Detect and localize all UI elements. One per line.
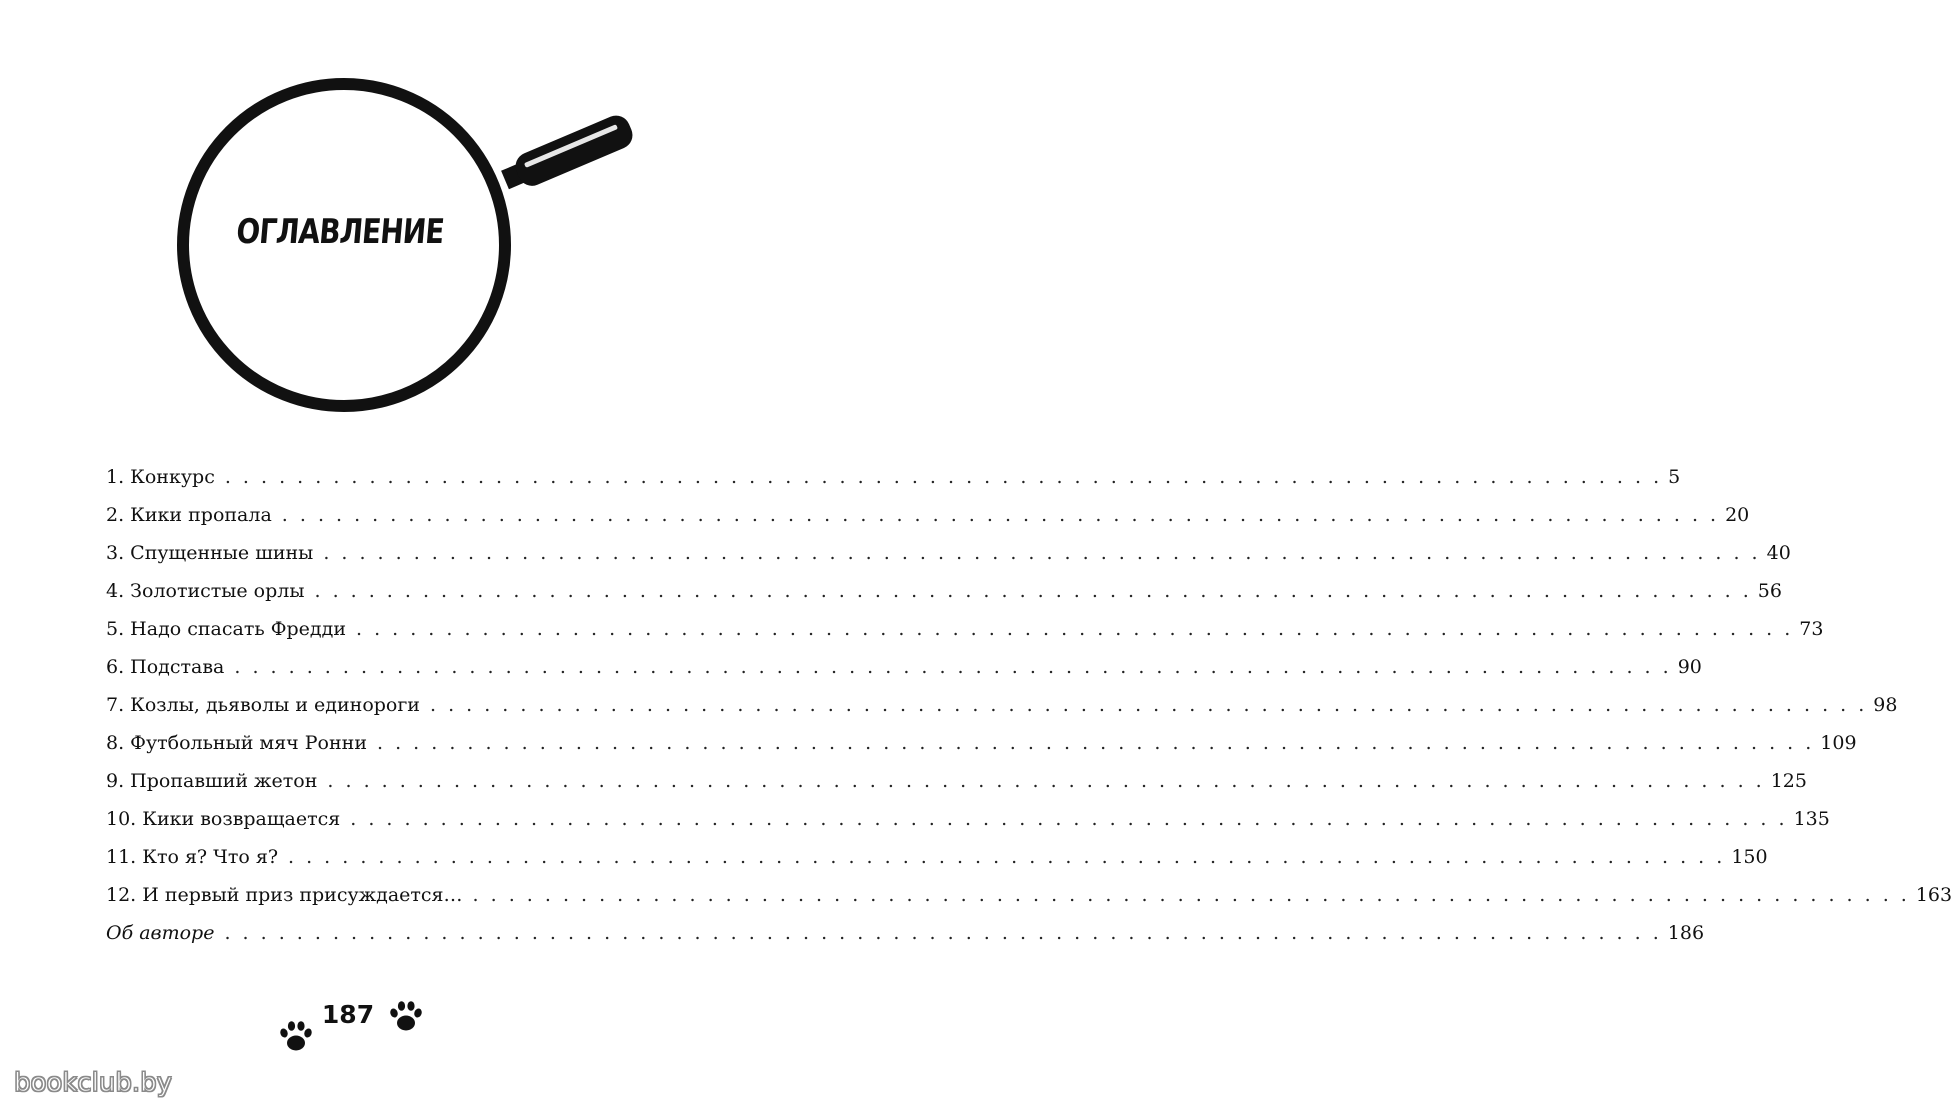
toc-entry-title: 6. Подстава	[106, 656, 225, 678]
toc-entry	[106, 542, 1791, 580]
toc-leader-dots: . . . . . . . . . . . . . . . . . . . . . . . . . . . . . . . . . . . . . . . . . . . . . . . . . . . . . . . . . . . . . . . . . . . . . . . . . . . . . . . .	[234, 656, 1672, 678]
toc-entry	[106, 656, 1702, 694]
toc-entry	[106, 922, 1705, 960]
toc-entry-title: 3. Спущенные шины	[106, 542, 314, 564]
toc-entry-page: 90	[1677, 656, 1702, 678]
toc-entry	[106, 846, 1768, 884]
toc-entry-page: 56	[1757, 580, 1782, 602]
toc-entry	[106, 884, 1952, 922]
toc-entry	[106, 618, 1824, 656]
toc-leader-dots: . . . . . . . . . . . . . . . . . . . . . . . . . . . . . . . . . . . . . . . . . . . . . . . . . . . . . . . . . . . . . . . . . . . . . . . . . . . . . . . .	[429, 694, 1868, 716]
toc-entry-title: 10. Кики возвращается	[106, 808, 341, 830]
toc-entry	[106, 504, 1750, 542]
toc-entry-title: Об авторе	[106, 922, 215, 944]
toc-entry-title: 8. Футбольный мяч Ронни	[106, 732, 367, 754]
toc-leader-dots: . . . . . . . . . . . . . . . . . . . . . . . . . . . . . . . . . . . . . . . . . . . . . . . . . . . . . . . . . . . . . . . . . . . . . . . . . . . . . . . .	[350, 808, 1788, 830]
toc-leader-dots: . . . . . . . . . . . . . . . . . . . . . . . . . . . . . . . . . . . . . . . . . . . . . . . . . . . . . . . . . . . . . . . . . . . . . . . . . . . . . . . .	[224, 922, 1662, 944]
toc-entry-title: 1. Конкурс	[106, 466, 215, 488]
toc-leader-dots: . . . . . . . . . . . . . . . . . . . . . . . . . . . . . . . . . . . . . . . . . . . . . . . . . . . . . . . . . . . . . . . . . . . . . . . . . . . . . . . .	[288, 846, 1726, 868]
toc-entry	[106, 466, 1681, 504]
toc-leader-dots: . . . . . . . . . . . . . . . . . . . . . . . . . . . . . . . . . . . . . . . . . . . . . . . . . . . . . . . . . . . . . . . . . . . . . . . . . . . . . . . .	[355, 618, 1794, 640]
toc-leader-dots: . . . . . . . . . . . . . . . . . . . . . . . . . . . . . . . . . . . . . . . . . . . . . . . . . . . . . . . . . . . . . . . . . . . . . . . . . . . . . . . .	[377, 732, 1815, 754]
toc-leader-dots: . . . . . . . . . . . . . . . . . . . . . . . . . . . . . . . . . . . . . . . . . . . . . . . . . . . . . . . . . . . . . . . . . . . . . . . . . . . . . . . .	[224, 466, 1663, 488]
toc-leader-dots: . . . . . . . . . . . . . . . . . . . . . . . . . . . . . . . . . . . . . . . . . . . . . . . . . . . . . . . . . . . . . . . . . . . . . . . . . . . . . . . .	[323, 542, 1761, 564]
toc-entry-page: 135	[1793, 808, 1830, 830]
toc-entry-title: 11. Кто я? Что я?	[106, 846, 279, 868]
toc-entry-title: 9. Пропавший жетон	[106, 770, 318, 792]
toc-entry-title: 2. Кики пропала	[106, 504, 272, 526]
toc-entry-page: 73	[1799, 618, 1824, 640]
toc-entry	[106, 732, 1857, 770]
page-number: 187	[321, 1000, 375, 1029]
toc-entry-page: 98	[1873, 694, 1898, 716]
toc-entry-title: 5. Надо спасать Фредди	[106, 618, 346, 640]
page-title: ОГЛАВЛЕНИЕ	[234, 212, 446, 252]
toc-entry-title: 4. Золотистые орлы	[106, 580, 305, 602]
toc-entry-page: 5	[1668, 466, 1681, 488]
toc-entry	[106, 770, 1807, 808]
toc-entry	[106, 694, 1898, 732]
toc-entry-page: 20	[1725, 504, 1750, 526]
paw-print-icon	[386, 996, 426, 1036]
toc-leader-dots: . . . . . . . . . . . . . . . . . . . . . . . . . . . . . . . . . . . . . . . . . . . . . . . . . . . . . . . . . . . . . . . . . . . . . . . . . . . . . . . .	[327, 770, 1765, 792]
watermark: bookclub.by	[14, 1068, 173, 1098]
toc-entry-page: 163	[1915, 884, 1952, 906]
toc-entry-page: 150	[1731, 846, 1768, 868]
table-of-contents	[106, 466, 1952, 960]
toc-entry-page: 125	[1770, 770, 1807, 792]
toc-entry-title: 12. И первый приз присуждается…	[106, 884, 463, 906]
toc-entry-page: 186	[1667, 922, 1705, 944]
toc-entry-title: 7. Козлы, дьяволы и единороги	[106, 694, 420, 716]
paw-print-icon	[276, 1016, 316, 1056]
toc-leader-dots: . . . . . . . . . . . . . . . . . . . . . . . . . . . . . . . . . . . . . . . . . . . . . . . . . . . . . . . . . . . . . . . . . . . . . . . . . . . . . . . .	[472, 884, 1910, 906]
toc-entry	[106, 580, 1782, 618]
toc-entry-page: 40	[1766, 542, 1791, 564]
toc-entry	[106, 808, 1830, 846]
toc-leader-dots: . . . . . . . . . . . . . . . . . . . . . . . . . . . . . . . . . . . . . . . . . . . . . . . . . . . . . . . . . . . . . . . . . . . . . . . . . . . . . . . .	[281, 504, 1720, 526]
toc-leader-dots: . . . . . . . . . . . . . . . . . . . . . . . . . . . . . . . . . . . . . . . . . . . . . . . . . . . . . . . . . . . . . . . . . . . . . . . . . . . . . . . .	[314, 580, 1752, 602]
toc-entry-page: 109	[1820, 732, 1857, 754]
